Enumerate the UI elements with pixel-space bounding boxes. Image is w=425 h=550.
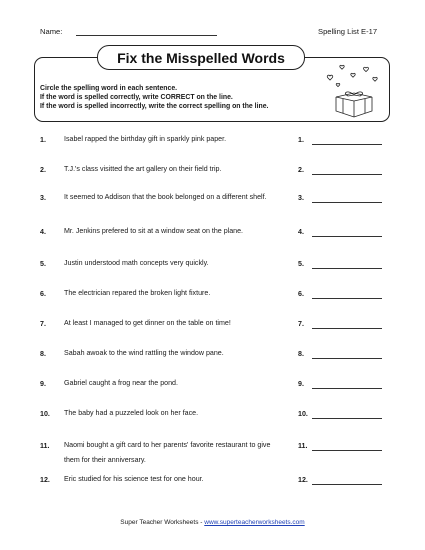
footer-brand: Super Teacher Worksheets bbox=[120, 519, 199, 526]
question-sentence: Justin understood math concepts very quickly. bbox=[64, 259, 209, 267]
answer-line[interactable] bbox=[312, 236, 382, 237]
answer-number: 7. bbox=[298, 320, 304, 328]
answer-line[interactable] bbox=[312, 144, 382, 145]
answer-number: 4. bbox=[298, 228, 304, 236]
answer-line[interactable] bbox=[312, 484, 382, 485]
question-number: 12. bbox=[40, 476, 50, 484]
answer-number: 10. bbox=[298, 410, 308, 418]
footer bbox=[0, 519, 425, 526]
question-number: 3. bbox=[40, 194, 46, 202]
name-line[interactable] bbox=[76, 35, 217, 36]
answer-line[interactable] bbox=[312, 328, 382, 329]
question-number: 1. bbox=[40, 136, 46, 144]
question-number: 6. bbox=[40, 290, 46, 298]
gift-with-hearts-icon bbox=[322, 62, 386, 120]
instruction-line: Circle the spelling word in each sentence. bbox=[40, 85, 178, 92]
question-number: 4. bbox=[40, 228, 46, 236]
question-number: 10. bbox=[40, 410, 50, 418]
instruction-line: If the word is spelled incorrectly, write the correct spelling on the line. bbox=[40, 103, 269, 110]
page-title-text: Fix the Misspelled Words bbox=[117, 49, 285, 66]
question-sentence: The electrician repared the broken light fixture. bbox=[64, 289, 211, 297]
answer-number: 5. bbox=[298, 260, 304, 268]
answer-number: 2. bbox=[298, 166, 304, 174]
answer-number: 11. bbox=[298, 442, 308, 450]
answer-line[interactable] bbox=[312, 174, 382, 175]
question-number: 9. bbox=[40, 380, 46, 388]
question-number: 7. bbox=[40, 320, 46, 328]
answer-number: 6. bbox=[298, 290, 304, 298]
answer-line[interactable] bbox=[312, 418, 382, 419]
list-label: Spelling List E-17 bbox=[318, 27, 378, 36]
answer-line[interactable] bbox=[312, 450, 382, 451]
question-sentence: Eric studied for his science test for one hour. bbox=[64, 475, 204, 483]
question-sentence: At least I managed to get dinner on the table on time! bbox=[64, 319, 231, 327]
question-number: 5. bbox=[40, 260, 46, 268]
answer-line[interactable] bbox=[312, 268, 382, 269]
answer-number: 1. bbox=[298, 136, 304, 144]
answer-line[interactable] bbox=[312, 298, 382, 299]
question-number: 2. bbox=[40, 166, 46, 174]
question-sentence: Gabriel caught a frog near the pond. bbox=[64, 379, 178, 387]
question-sentence: The baby had a puzzeled look on her face. bbox=[64, 409, 199, 417]
question-sentence: Sabah awoak to the wind rattling the window pane. bbox=[64, 349, 224, 357]
answer-number: 12. bbox=[298, 476, 308, 484]
question-number: 11. bbox=[40, 442, 50, 450]
name-label: Name: bbox=[40, 27, 63, 36]
question-sentence: T.J.'s class visitted the art gallery on their field trip. bbox=[64, 165, 222, 173]
question-sentence: Mr. Jenkins prefered to sit at a window seat on the plane. bbox=[64, 227, 244, 235]
footer-url-link[interactable]: www.superteacherworksheets.com bbox=[204, 519, 305, 526]
answer-number: 3. bbox=[298, 194, 304, 202]
question-number: 8. bbox=[40, 350, 46, 358]
question-sentence: It seemed to Addison that the book belonged on a different shelf. bbox=[64, 193, 267, 201]
answer-line[interactable] bbox=[312, 388, 382, 389]
question-sentence: Naomi bought a gift card to her parents' favorite restaurant to give them for their anniversary. bbox=[64, 441, 271, 464]
page-title bbox=[97, 45, 305, 70]
footer-separator: - bbox=[200, 519, 203, 526]
answer-number: 9. bbox=[298, 380, 304, 388]
answer-number: 8. bbox=[298, 350, 304, 358]
question-sentence: Isabel rapped the birthday gift in sparkly pink paper. bbox=[64, 135, 227, 143]
answer-line[interactable] bbox=[312, 358, 382, 359]
instruction-line: If the word is spelled correctly, write CORRECT on the line. bbox=[40, 94, 233, 101]
answer-line[interactable] bbox=[312, 202, 382, 203]
